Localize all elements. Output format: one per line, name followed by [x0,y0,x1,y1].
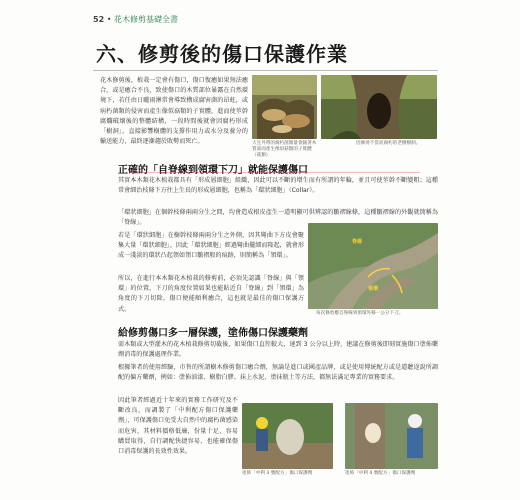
page-number: 52 [93,15,105,24]
treatment-photo-1-caption: 塗佈「中利 3 號配方」傷口保護劑 [242,471,313,476]
tree-hollow-photo-caption: 因修剪不當而腐朽的老樹樹洞。 [356,141,421,146]
intro-paragraph: 花木修剪後，植栽一定會有傷口，傷口復癒如果無法癒合，或是癒合不良，致使傷口的木質部位暴露在自然環境下，若任由日曬雨淋常會導致構成腐害菌的昂蛀，或病朽菌類的侵害而產生像似菇類的子實體，進而使莖幹腐爛破壞後的整體結構，一段時間後就會因腐朽形成「樹洞」，直接影響樹體的支撐作用力或水分及養分的輸送能力，最終逐漸趨於敗勢而死亡。 [100,77,248,146]
treatment-photo-2-caption: 塗佈「中利 4 號配方」傷口保護劑 [345,471,416,476]
collar-label: 領環 [368,286,379,292]
section-2-paragraph-3: 因此筆者經過近十年來的實務工作研究及不斷改良，而調製了「中利配方傷口保護藥劑」，可保護傷口免受大自然中的腐朽菌感染而危害，其材料價格低廉，份量十足，容易購買取得，自行調配快捷容易，也能確保傷口消毒保護的長效性效果。 [118,397,238,456]
section-2-heading: 給修剪傷口多一層保護，塗佈傷口保護藥劑 [118,328,308,339]
branch-collar-caption: 每次修剪應自脊線到領環外移一公分下刀。 [316,311,404,316]
tree-hollow-photo [321,75,437,139]
ridge-label: 脊線 [352,239,363,245]
mushroom-photo-caption: 大且外帶的腐朽菌類量會隨著木質部而產生像似菇類的子實體（菇類） [252,141,317,159]
section-1-paragraph-3: 若是「環狀細胞」在樹幹枝條兩兩分生之外側，因其彎曲下方皮會聚集大量「環狀細胞」，因此「環狀細胞」經過彎曲擺細而隆起，就會形成一淺淡的環狀凸起領如領口皺褶般的痕跡，則簡稱為「領環」。 [118,232,304,260]
treatment-photo-2 [345,403,438,469]
section-1-underline [130,172,420,173]
section-1-paragraph-1: 其實本木類花木植栽都具有「形成層細胞」組織，因此可以不斷的增生而有所謂的年輪，並且可使莖幹不斷變粗；這種常會細治枝條下方往上生長的形成層細胞，也稱為「環狀細胞」（Collar）。 [118,177,438,195]
title-divider [93,70,438,71]
section-2-paragraph-2: 根據筆者的使用經驗，市售的所謂樹木修剪傷口癒合劑，無論是進口或國產品牌，或是使用傳統配方或是道聽途說所調配的偏方藥劑，例如：塗佈油漆、樹脂白膠、抹上水泥、塗抹瓶土等方法，都無法滿足專業的實務要求。 [118,364,438,382]
section-1-paragraph-2: 「環狀細胞」在個幹枝條兩兩分生之間，均會造成根皮產生一道明顯可供辨認的皺褶線條，這種皺褶線的外觀就簡稱為「脊線」。 [118,209,438,227]
header-separator: • [106,15,114,24]
running-header [93,14,178,25]
mushroom-photo [252,75,317,139]
page-title: 六、修剪後的傷口保護作業 [96,42,348,66]
section-1-paragraph-4: 所以，在進行本木類花木植栽的修剪前，必須先認識「脊線」與「領環」的位置，下刀的角度位置如果也能貼近自「脊線」到「領環」為角度的下刀切除，傷口便能順利癒合，這也就是最佳的傷口保護方式。 [118,275,304,313]
branch-collar-photo [308,223,438,309]
treatment-photo-1 [242,403,333,469]
section-1-heading: 正確的「自脊線到領環下刀」就能保護傷口 [118,165,308,176]
book-title: 花木修剪基礎全書 [113,15,178,24]
section-2-paragraph-1: 需木類或大型灌木的花木植栽修剪切截後，如果傷口直徑較大，達到 3 公分以上時，建議在修剪後即刻實施傷口塗佈藥劑消毒的保護處理作業。 [118,341,438,359]
